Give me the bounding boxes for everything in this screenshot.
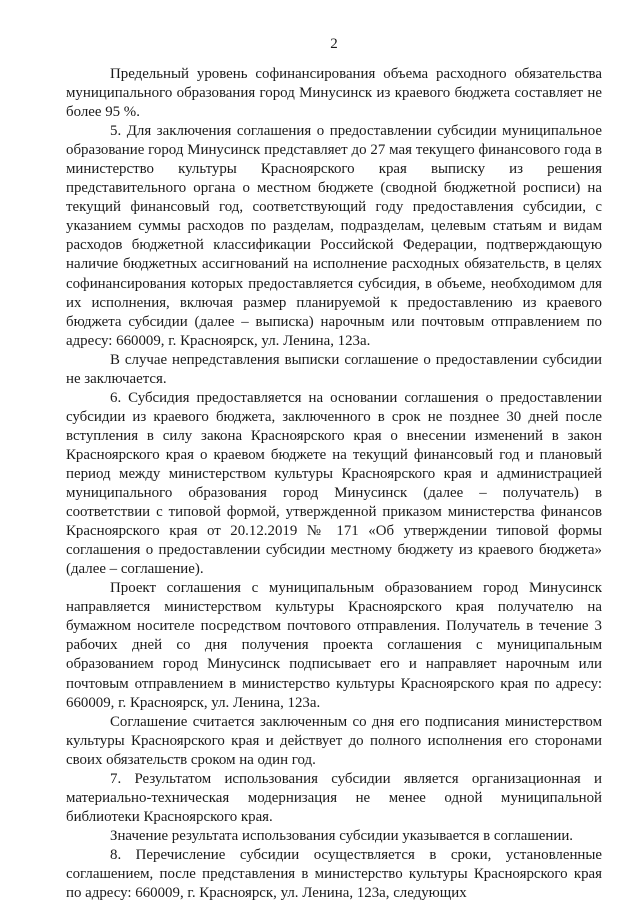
page-number: 2 xyxy=(330,36,338,52)
document-body xyxy=(66,65,602,903)
paragraph-draft-agreement: Проект соглашения с муниципальным образованием город Минусинск направляется министерством культуры Красноярского края получателю на бумажном носителе посредством почтового отправления. Получатель в течение 3 рабочих дней со дня получения проекта соглашения с муниципальным образованием город Минусинск подписывает его и направляет нарочным или почтовым отправлением в министерство культуры Красноярского края по адресу: 660009, г. Красноярск, ул. Ленина, 123а. xyxy=(66,580,602,711)
paragraph-no-statement: В случае непредставления выписки соглашение о предоставлении субсидии не заключается. xyxy=(66,351,602,387)
paragraph-cofinancing-level: Предельный уровень софинансирования объема расходного обязательства муниципального образования город Минусинск из краевого бюджета составляет не более 95 %. xyxy=(66,66,602,121)
paragraph-6: 6. Субсидия предоставляется на основании соглашения о предоставлении субсидии из краевого бюджета, заключенного в срок не позднее 30 дней после вступления в силу закона Красноярского края о внесении изменений в закон Красноярского края о краевом бюджете на текущий финансовый год и плановый период между министерством культуры Красноярского края и администрацией муниципального образования город Минусинск (далее – получатель) в соответствии с типовой формой, утвержденной приказом министерства финансов Красноярского края от 20.12.2019 № 171 «Об утверждении типовой формы соглашения о предоставлении субсидии местному бюджету из краевого бюджета» (далее – соглашение). xyxy=(66,389,602,578)
paragraph-7: 7. Результатом использования субсидии является организационная и материально-техническая модернизация не менее одной муниципальной библиотеки Красноярского края. xyxy=(66,770,602,825)
paragraph-agreement-concluded: Соглашение считается заключенным со дня его подписания министерством культуры Красноярского края и действует до полного исполнения его сторонами своих обязательств сроком на один год. xyxy=(66,713,602,768)
paragraph-8: 8. Перечисление субсидии осуществляется в сроки, установленные соглашением, после представления в министерство культуры Красноярского края по адресу: 660009, г. Красноярск, ул. Ленина, 123а, следующих xyxy=(66,846,602,902)
paragraph-result-value: Значение результата использования субсидии указывается в соглашении. xyxy=(110,827,574,844)
paragraph-5: 5. Для заключения соглашения о предоставлении субсидии муниципальное образование город Минусинск представляет до 27 мая текущего финансового года в министерство культуры Красноярского края выписку из решения представительного органа о местном бюджете (сводной бюджетной росписи) на текущий финансовый год, соответствующий году предоставления субсидии, с указанием суммы расходов по разделам, подразделам, целевым статьям и видам расходов бюджетной классификации Российской Федерации, подтверждающую наличие бюджетных ассигнований на исполнение расходных обязательств, в целях софинансирования которых предоставляется субсидия, в объеме, необходимом для их исполнения, включая размер планируемой к предоставлению из краевого бюджета субсидии (далее – выписка) нарочным или почтовым отправлением по адресу: 660009, г. Красноярск, ул. Ленина, 123а. xyxy=(66,123,602,349)
